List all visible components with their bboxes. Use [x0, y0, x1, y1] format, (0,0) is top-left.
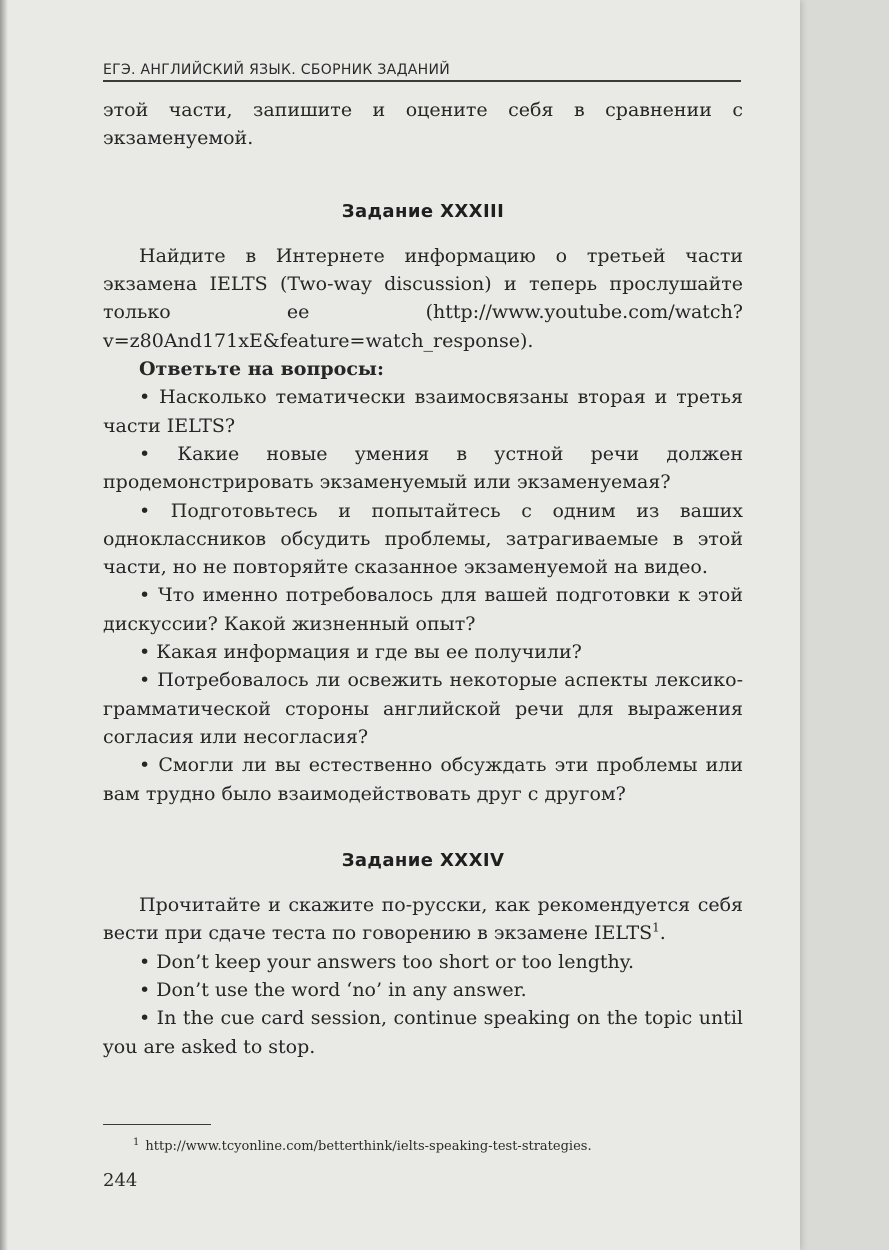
footnote	[133, 1136, 753, 1154]
task-33-paragraph: Найдите в Интернете информацию о третьей части экзамена IELTS (Two-way discussion) и теперь прослушайте только ее (http://www.youtube.com/watch?v=z80And171xE&feature=watch_response).	[103, 244, 743, 352]
task-33-bullet-7: • Смогли ли вы естественно обсуждать эти проблемы или вам трудно было взаимодействовать друг с другом?	[103, 754, 743, 805]
page-gutter-shadow	[0, 0, 8, 1250]
task-34-heading: Задание XXXIV	[341, 849, 505, 871]
page-number: 244	[103, 1170, 138, 1191]
task-33-bullet-2: • Какие новые умения в устной речи должен продемонстрировать экзаменуемый или экзаменуемая?	[103, 442, 743, 494]
task-34-bullet-3: • In the cue card session, continue speaking on the topic until you are asked to stop.	[103, 1007, 743, 1058]
running-header: ЕГЭ. АНГЛИЙСКИЙ ЯЗЫК. СБОРНИК ЗАДАНИЙ	[103, 62, 741, 82]
footnote-link[interactable]: http://www.tcyonline.com/betterthink/ielts-speaking-test-strategies.	[145, 1139, 592, 1154]
page-content	[103, 96, 743, 1061]
task-33-bullet-3: • Подготовьтесь и попытайтесь с одним из ваших одноклассников обсудить проблемы, затрагиваемые в этой части, но не повторяйте сказанное экзаменуемой на видео.	[103, 499, 743, 579]
task-34-bullet-2: • Don’t use the word ‘no’ in any answer.	[139, 979, 527, 1002]
questions-label: Ответьте на вопросы:	[139, 358, 384, 381]
intro-paragraph: этой части, запишите и оцените себя в сравнении с экзаменуемой.	[103, 99, 743, 150]
footnote-reference: 1	[652, 921, 660, 936]
footnote-mark: 1	[133, 1136, 140, 1148]
footnote-divider	[103, 1124, 211, 1125]
task-33-bullet-5: • Какая информация и где вы ее получили?	[139, 641, 582, 664]
task-33-bullet-1: • Насколько тематически взаимосвязаны вторая и третья части IELTS?	[103, 386, 743, 437]
task-33-heading: Задание XXXIII	[341, 200, 505, 222]
task-34-paragraph-text: Прочитайте и скажите по-русски, как рекомендуется себя вести при сдаче теста по говорению в экзамене IELTS	[103, 894, 743, 945]
task-34-paragraph	[103, 891, 743, 948]
task-34-bullet-1: • Don’t keep your answers too short or too lengthy.	[139, 950, 634, 973]
task-34-paragraph-end: .	[659, 922, 666, 945]
task-33-bullet-6: • Потребовалось ли освежить некоторые аспекты лексико-грамматической стороны английской речи для выражения согласия или несогласия?	[103, 669, 743, 748]
task-33-bullet-4: • Что именно потребовалось для вашей подготовки к этой дискуссии? Какой жизненный опыт?	[103, 584, 743, 635]
